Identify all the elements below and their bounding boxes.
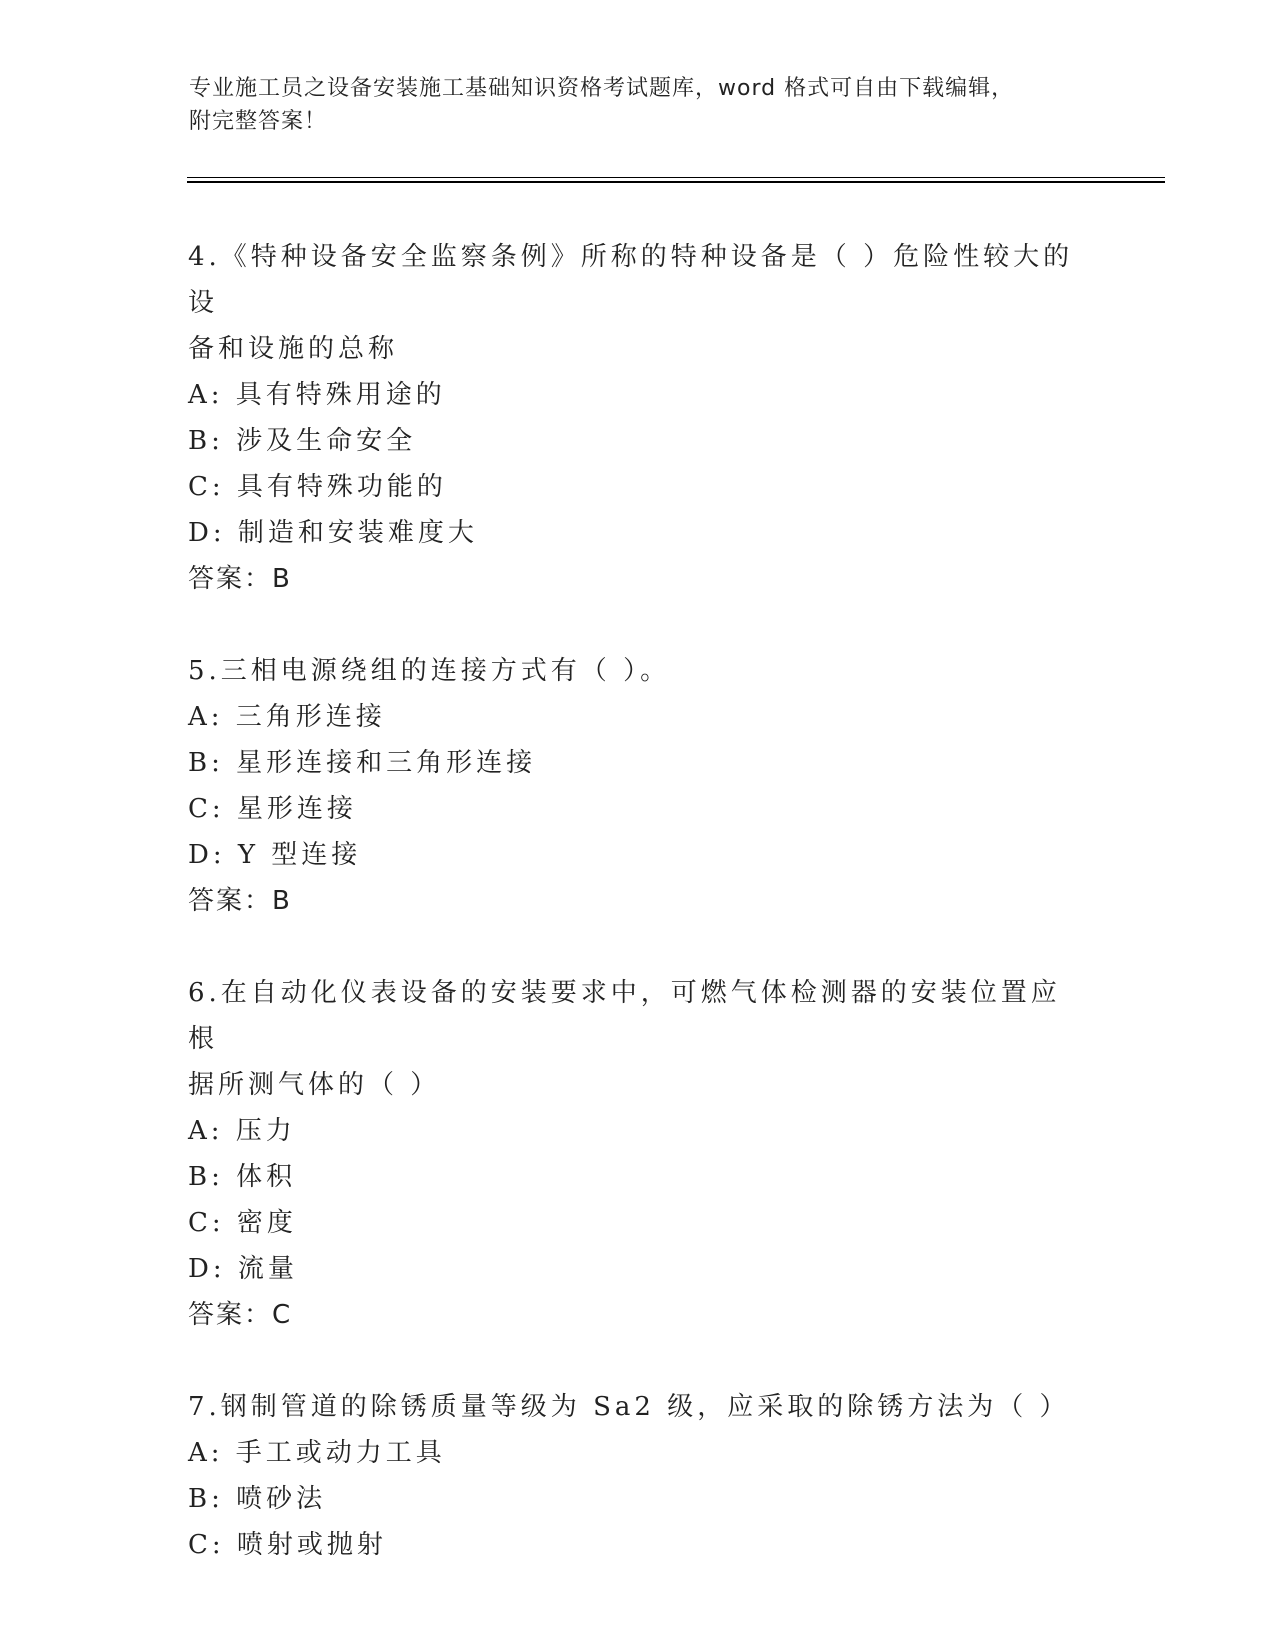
option-b: B: 涉及生命安全	[188, 426, 417, 456]
option-a: A: 三角形连接	[188, 702, 386, 732]
question-stem: 6.在自动化仪表设备的安装要求中，可燃气体检测器的安装位置应根	[188, 978, 1061, 1054]
document-header	[189, 72, 1089, 138]
question-4	[188, 234, 1088, 602]
question-stem-continued: 据所测气体的（ ）	[188, 1070, 441, 1100]
option-a: A: 压力	[188, 1116, 296, 1146]
option-a: A: 具有特殊用途的	[188, 380, 446, 410]
question-stem: 4.《特种设备安全监察条例》所称的特种设备是（ ）危险性较大的设	[188, 242, 1074, 318]
header-divider-bottom	[187, 181, 1165, 183]
answer: 答案：B	[188, 564, 292, 594]
option-d: D: Y 型连接	[188, 840, 362, 870]
question-5	[188, 648, 1088, 924]
option-b: B: 喷砂法	[188, 1484, 327, 1514]
option-c: C: 星形连接	[188, 794, 357, 824]
header-line-2: 附完整答案！	[189, 109, 328, 134]
header-divider-top	[187, 177, 1165, 178]
option-a: A: 手工或动力工具	[188, 1438, 446, 1468]
question-list	[188, 234, 1088, 1614]
question-stem: 7.钢制管道的除锈质量等级为 Sa2 级，应采取的除锈方法为（ ）	[188, 1392, 1070, 1422]
answer: 答案：C	[188, 1300, 293, 1330]
question-7	[188, 1384, 1088, 1568]
header-line-1: 专业施工员之设备安装施工基础知识资格考试题库，word 格式可自由下载编辑，	[189, 76, 1015, 101]
option-b: B: 体积	[188, 1162, 297, 1192]
question-stem: 5.三相电源绕组的连接方式有（ ）。	[188, 656, 671, 686]
question-stem-continued: 备和设施的总称	[188, 334, 399, 364]
question-6	[188, 970, 1088, 1338]
option-d: D: 流量	[188, 1254, 298, 1284]
option-c: C: 喷射或抛射	[188, 1530, 387, 1560]
answer: 答案：B	[188, 886, 292, 916]
option-c: C: 密度	[188, 1208, 297, 1238]
option-c: C: 具有特殊功能的	[188, 472, 447, 502]
option-d: D: 制造和安装难度大	[188, 518, 478, 548]
option-b: B: 星形连接和三角形连接	[188, 748, 537, 778]
